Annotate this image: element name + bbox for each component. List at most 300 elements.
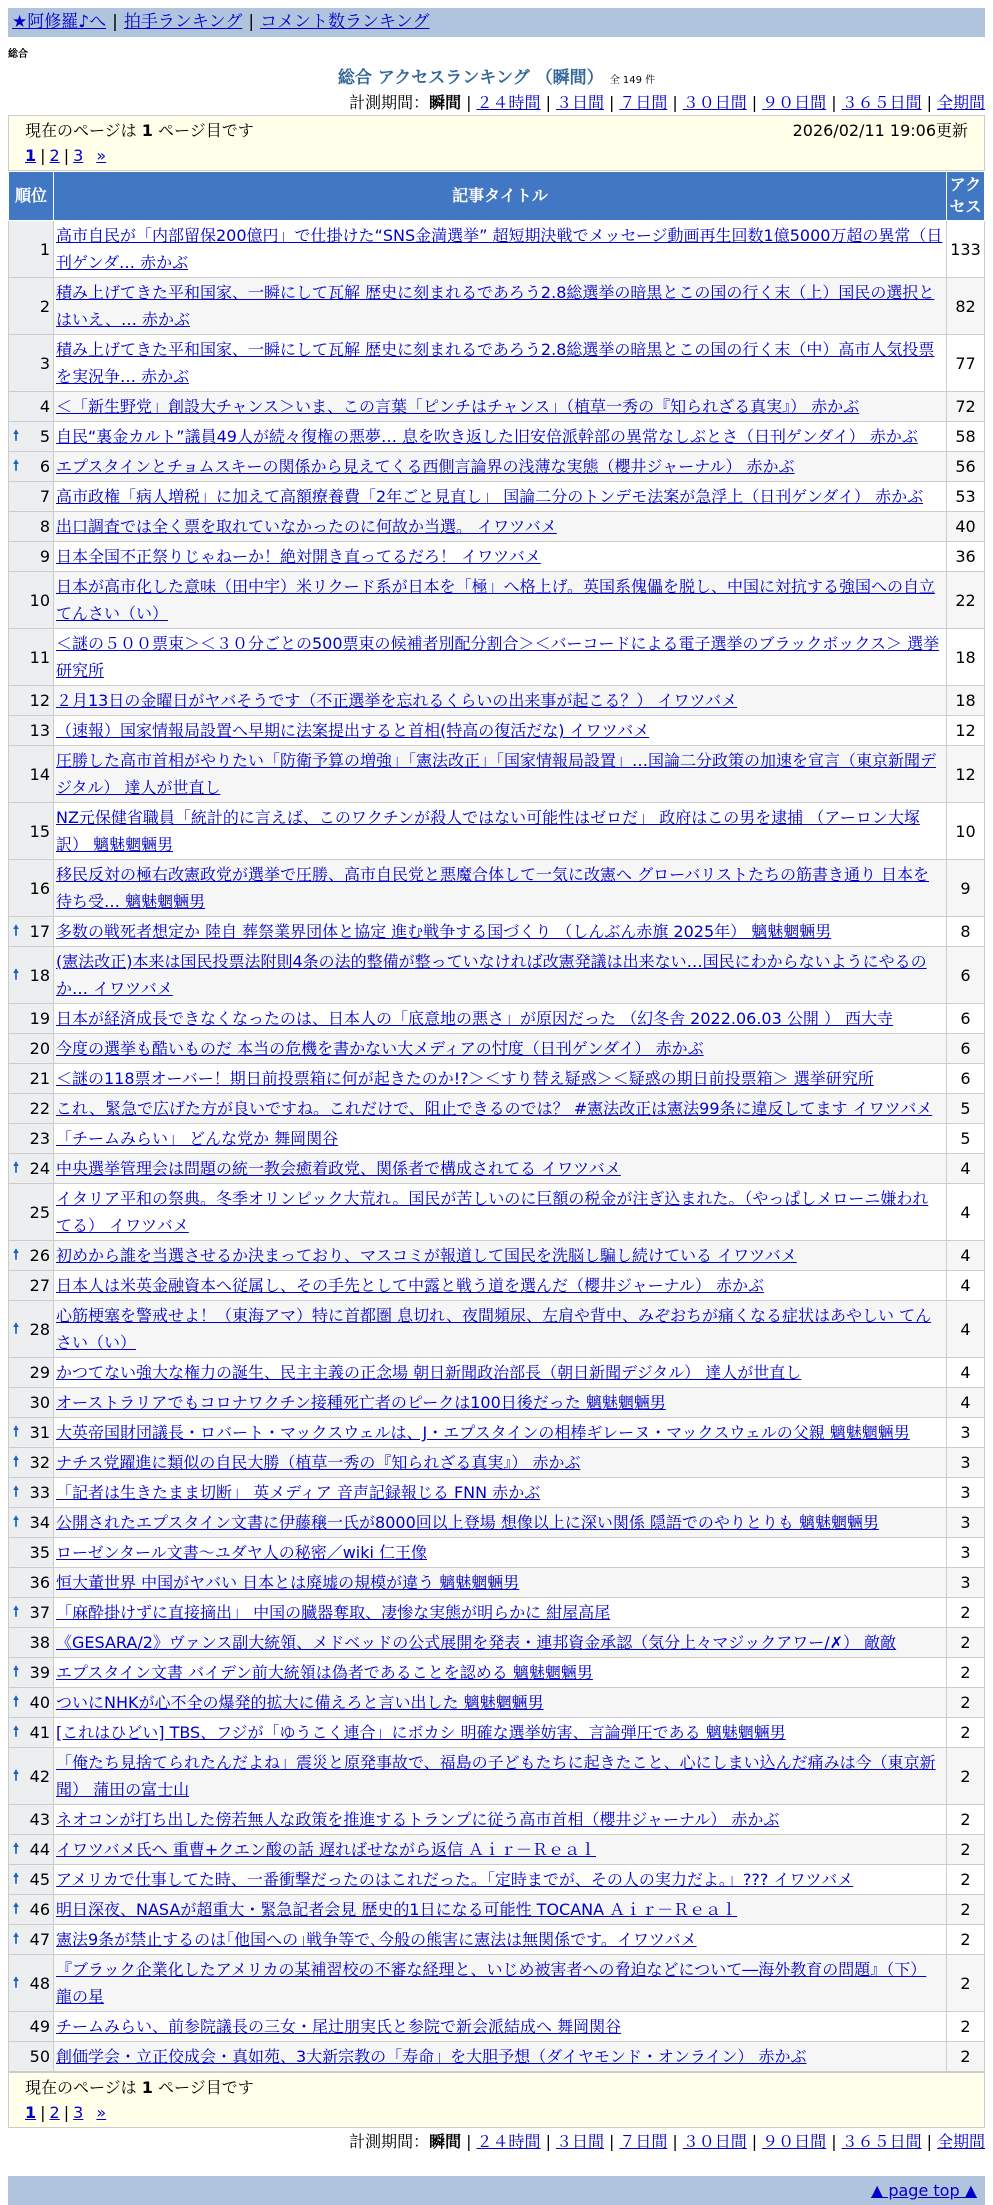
table-row bbox=[9, 335, 985, 392]
rank-number: 40 bbox=[29, 1693, 50, 1712]
title-cell bbox=[54, 917, 947, 947]
rank-number: 7 bbox=[39, 487, 50, 506]
access-count: 4 bbox=[947, 1154, 985, 1184]
article-link[interactable]: ＜「新生野党」創設大チャンス＞いま、この言葉「ピンチはチャンス」（植草一秀の『知られざる真実』） 赤かぶ bbox=[56, 397, 860, 416]
article-link[interactable]: チームみらい、前参院議長の三女・尾辻朋実氏と参院で新会派結成へ 舞岡関谷 bbox=[56, 2017, 622, 2036]
title-cell bbox=[54, 1418, 947, 1448]
rank-number: 41 bbox=[29, 1723, 50, 1742]
rank-cell bbox=[9, 2042, 54, 2072]
article-link[interactable]: 日本が高市化した意味（田中宇）米リクード系が日本を「極」へ格上げ。英国系傀儡を脱し、中国に対抗する強国への自立てんさい（い） bbox=[56, 577, 936, 623]
access-count: 2 bbox=[947, 2012, 985, 2042]
article-link[interactable]: ネオコンが打ち出した傍若無人な政策を推進するトランプに従う高市首相（櫻井ジャーナル） 赤かぶ bbox=[56, 1810, 780, 1829]
period-current: 瞬間 bbox=[429, 2132, 462, 2151]
table-row bbox=[9, 1805, 985, 1835]
rank-number: 11 bbox=[29, 647, 50, 667]
period-link[interactable]: ３６５日間 bbox=[841, 93, 922, 112]
rank-number: 38 bbox=[29, 1633, 50, 1652]
table-row bbox=[9, 686, 985, 716]
page-separator: | bbox=[63, 146, 70, 165]
rank-number: 44 bbox=[29, 1840, 50, 1859]
title-cell bbox=[54, 1538, 947, 1568]
rank-cell bbox=[9, 1124, 54, 1154]
title-cell bbox=[54, 1271, 947, 1301]
title-cell bbox=[54, 1805, 947, 1835]
article-link[interactable]: NZ元保健省職員「統計的に言えば、このワクチンが殺人ではない可能性はゼロだ」 政府はこの男を逮捕 （アーロン大塚訳） 魑魅魍魎男 bbox=[56, 808, 920, 854]
rank-number: 18 bbox=[29, 965, 50, 985]
table-row bbox=[9, 1004, 985, 1034]
article-link[interactable]: ローゼンタール文書～ユダヤ人の秘密／wiki 仁王像 bbox=[56, 1543, 428, 1562]
access-count: 3 bbox=[947, 1508, 985, 1538]
title-cell bbox=[54, 512, 947, 542]
period-link[interactable]: ２４時間 bbox=[476, 2132, 541, 2151]
page-link[interactable]: 1 bbox=[25, 146, 37, 165]
title-cell bbox=[54, 1448, 947, 1478]
table-row bbox=[9, 1388, 985, 1418]
title-cell bbox=[54, 716, 947, 746]
table-row bbox=[9, 422, 985, 452]
table-row bbox=[9, 572, 985, 629]
table-row bbox=[9, 452, 985, 482]
access-count: 58 bbox=[947, 422, 985, 452]
period-separator: | bbox=[545, 93, 551, 112]
rank-cell bbox=[9, 1688, 54, 1718]
rank-cell bbox=[9, 221, 54, 278]
period-separator: | bbox=[751, 93, 758, 112]
current-page-text: 現在のページは 1 ページ目です bbox=[25, 2078, 254, 2097]
applause-ranking-link[interactable]: 拍手ランキング bbox=[123, 12, 243, 32]
period-link[interactable]: ９０日間 bbox=[762, 2132, 827, 2151]
access-count: 2 bbox=[947, 1718, 985, 1748]
access-count: 2 bbox=[947, 1748, 985, 1805]
access-count: 3 bbox=[947, 1538, 985, 1568]
up-arrow-icon: 🠕 bbox=[13, 1484, 20, 1500]
period-link[interactable]: 全期間 bbox=[936, 2132, 985, 2151]
up-arrow-icon: 🠕 bbox=[13, 1901, 20, 1917]
period-separator: | bbox=[831, 93, 837, 112]
article-link[interactable]: 恒大董世界 中国がヤバい 日本とは廃墟の規模が違う 魑魅魍魎男 bbox=[56, 1573, 520, 1592]
rank-number: 36 bbox=[29, 1573, 50, 1592]
article-link[interactable]: 積み上げてきた平和国家、一瞬にして瓦解 歴史に刻まれるであろう2.8総選挙の暗黒とこの国の行く末（上）国民の選択とはいえ、… 赤かぶ bbox=[56, 283, 935, 329]
article-link[interactable]: (憲法改正)本来は国民投票法附則4条の法的整備が整っていなければ改憲発議は出来ない…国民にわからないようにやるのか… イワツバメ bbox=[56, 952, 927, 998]
rank-cell bbox=[9, 629, 54, 686]
article-link[interactable]: 《GESARA/2》ヴァンス副大統領、メドベッドの公式展開を発表・連邦資金承認（気分上々マジックアワー/✗） 敵敵 bbox=[56, 1633, 897, 1652]
up-arrow-icon: 🠕 bbox=[13, 1664, 20, 1680]
table-row bbox=[9, 1478, 985, 1508]
rank-cell bbox=[9, 2012, 54, 2042]
rank-number: 15 bbox=[29, 821, 50, 841]
article-link[interactable]: 大英帝国財団議長・ロバート・マックスウェルは、J・エプスタインの相棒ギレーヌ・マックスウェルの父親 魑魅魍魎男 bbox=[56, 1423, 910, 1442]
access-count: 6 bbox=[947, 947, 985, 1004]
rank-cell bbox=[9, 542, 54, 572]
period-link[interactable]: ２４時間 bbox=[476, 93, 541, 112]
rank-cell bbox=[9, 1598, 54, 1628]
updated-timestamp: 2026/02/11 19:06更新 bbox=[792, 121, 968, 140]
rank-cell bbox=[9, 1895, 54, 1925]
up-arrow-icon: 🠕 bbox=[13, 1724, 20, 1740]
table-row bbox=[9, 542, 985, 572]
table-row bbox=[9, 629, 985, 686]
period-link[interactable]: ３６５日間 bbox=[841, 2132, 922, 2151]
title-cell bbox=[54, 1478, 947, 1508]
access-count: 4 bbox=[947, 1358, 985, 1388]
article-link[interactable]: 移民反対の極右改憲政党が選挙で圧勝、高市自民党と悪魔合体して一気に改憲へ グローバリストたちの筋書き通り 日本を待ち受… 魑魅魍魎男 bbox=[56, 865, 930, 911]
article-link[interactable]: 出口調査では全く票を取れていなかったのに何故か当選。 イワツバメ bbox=[56, 517, 557, 536]
access-count: 3 bbox=[947, 1568, 985, 1598]
rank-number: 5 bbox=[39, 427, 50, 446]
rank-cell bbox=[9, 1034, 54, 1064]
article-link[interactable]: 憲法9条が禁止するのは｢他国への｣戦争等で､今般の熊害に憲法は無関係です。イワツバメ bbox=[56, 1930, 697, 1949]
period-selector bbox=[8, 2130, 985, 2154]
page-space bbox=[87, 2103, 92, 2122]
article-link[interactable]: 日本全国不正祭りじゃねーか！絶対開き直ってるだろ！ イワツバメ bbox=[56, 547, 541, 566]
table-row bbox=[9, 1628, 985, 1658]
period-current: 瞬間 bbox=[429, 93, 462, 112]
footer-bar bbox=[8, 2176, 985, 2205]
access-count: 8 bbox=[947, 917, 985, 947]
up-arrow-icon: 🠕 bbox=[13, 1454, 20, 1470]
rank-cell bbox=[9, 860, 54, 917]
rank-number: 35 bbox=[29, 1543, 50, 1562]
title-cell bbox=[54, 572, 947, 629]
table-row bbox=[9, 1124, 985, 1154]
table-row bbox=[9, 947, 985, 1004]
rank-number: 30 bbox=[29, 1393, 50, 1412]
page-link[interactable]: 1 bbox=[25, 2103, 37, 2122]
table-row bbox=[9, 1064, 985, 1094]
rank-cell bbox=[9, 512, 54, 542]
ranking-table bbox=[8, 171, 985, 2072]
period-separator: | bbox=[926, 2132, 932, 2151]
home-link[interactable]: ★阿修羅♪へ bbox=[12, 12, 107, 32]
article-link[interactable]: 初めから誰を当選させるか決まっており、マスコミが報道して国民を洗脳し騙し続けている イワツバメ bbox=[56, 1246, 797, 1265]
title-cell bbox=[54, 278, 947, 335]
rank-number: 14 bbox=[29, 764, 50, 784]
rank-cell bbox=[9, 1835, 54, 1865]
period-separator: | bbox=[466, 93, 472, 112]
article-link[interactable]: 積み上げてきた平和国家、一瞬にして瓦解 歴史に刻まれるであろう2.8総選挙の暗黒とこの国の行く末（中）高市人気投票を実況争… 赤かぶ bbox=[56, 340, 935, 386]
title-cell bbox=[54, 422, 947, 452]
page-link[interactable]: 3 bbox=[73, 146, 84, 165]
up-arrow-icon: 🠕 bbox=[13, 1931, 20, 1947]
title-cell bbox=[54, 1748, 947, 1805]
rank-number: 12 bbox=[29, 691, 50, 710]
rank-cell bbox=[9, 1094, 54, 1124]
table-row bbox=[9, 1241, 985, 1271]
title-cell bbox=[54, 2042, 947, 2072]
article-link[interactable]: 圧勝した高市首相がやりたい「防衛予算の増強」「憲法改正」「国家情報局設置」…国論二分政策の加速を宣言（東京新聞デジタル） 達人が世直し bbox=[56, 751, 937, 797]
article-link[interactable]: 高市自民が「内部留保200億円」で仕掛けた“SNS金満選挙” 超短期決戦でメッセージ動画再生回数1億5000万超の異常（日刊ゲンダ… 赤かぶ bbox=[56, 226, 943, 272]
table-row bbox=[9, 1925, 985, 1955]
rank-cell bbox=[9, 392, 54, 422]
table-row bbox=[9, 1184, 985, 1241]
table-row bbox=[9, 2012, 985, 2042]
rank-cell bbox=[9, 1301, 54, 1358]
nav-separator: | bbox=[112, 12, 118, 32]
access-count: 2 bbox=[947, 1925, 985, 1955]
access-count: 2 bbox=[947, 1955, 985, 2012]
title-cell bbox=[54, 1124, 947, 1154]
rank-cell bbox=[9, 335, 54, 392]
access-count: 77 bbox=[947, 335, 985, 392]
access-count: 36 bbox=[947, 542, 985, 572]
rank-number: 19 bbox=[29, 1009, 50, 1028]
article-link[interactable]: 「記者は生きたまま切断」 英メディア 音声記録報じる FNN 赤かぶ bbox=[56, 1483, 541, 1502]
access-count: 2 bbox=[947, 1658, 985, 1688]
page-separator: | bbox=[63, 2103, 70, 2122]
period-link[interactable]: ３０日間 bbox=[682, 2132, 747, 2151]
rank-cell bbox=[9, 482, 54, 512]
title-cell bbox=[54, 1955, 947, 2012]
page-link[interactable]: 3 bbox=[73, 2103, 84, 2122]
rank-number: 39 bbox=[29, 1663, 50, 1682]
title-header: 記事タイトル bbox=[54, 172, 947, 221]
rank-number: 2 bbox=[39, 296, 50, 316]
title-cell bbox=[54, 1688, 947, 1718]
rank-number: 6 bbox=[39, 457, 50, 476]
access-count: 5 bbox=[947, 1124, 985, 1154]
title-cell bbox=[54, 1598, 947, 1628]
article-link[interactable]: 『ブラック企業化したアメリカの某補習校の不審な経理と、いじめ被害者への脅迫などについて―海外教育の問題』（下） 龍の星 bbox=[56, 1960, 927, 2006]
access-count: 2 bbox=[947, 1628, 985, 1658]
rank-cell bbox=[9, 917, 54, 947]
access-count: 18 bbox=[947, 686, 985, 716]
period-separator: | bbox=[545, 2132, 551, 2151]
rank-cell bbox=[9, 1925, 54, 1955]
page-links bbox=[25, 2100, 968, 2126]
table-row bbox=[9, 1094, 985, 1124]
article-link[interactable]: ２月13日の金曜日がヤバそうです（不正選挙を忘れるくらいの出来事が起こる？） イワツバメ bbox=[56, 691, 738, 710]
article-link[interactable]: オーストラリアでもコロナワクチン接種死亡者のピークは100日後だった 魑魅魍魎男 bbox=[56, 1393, 666, 1412]
rank-number: 34 bbox=[29, 1513, 50, 1532]
title-cell bbox=[54, 482, 947, 512]
rank-number: 42 bbox=[29, 1766, 50, 1786]
title-cell bbox=[54, 542, 947, 572]
period-link[interactable]: ３日間 bbox=[555, 2132, 604, 2151]
access-count: 6 bbox=[947, 1034, 985, 1064]
article-link[interactable]: 中央選挙管理会は問題の統一教会癒着政党、関係者で構成されてる イワツバメ bbox=[56, 1159, 621, 1178]
access-count: 3 bbox=[947, 1418, 985, 1448]
access-count: 6 bbox=[947, 1004, 985, 1034]
article-link[interactable]: エプスタインとチョムスキーの関係から見えてくる西側言論界の浅薄な実態（櫻井ジャーナル） 赤かぶ bbox=[56, 457, 795, 476]
rank-cell bbox=[9, 1271, 54, 1301]
table-row bbox=[9, 1748, 985, 1805]
site-label: 総合 bbox=[8, 49, 28, 60]
table-row bbox=[9, 1835, 985, 1865]
period-link[interactable]: ９０日間 bbox=[762, 93, 827, 112]
article-link[interactable]: 心筋梗塞を警戒せよ！（東海アマ）特に首都圏 息切れ、夜間頻尿、左肩や背中、みぞおちが痛くなる症状はあやしい てんさい（い） bbox=[56, 1306, 932, 1352]
table-row bbox=[9, 1418, 985, 1448]
rank-cell bbox=[9, 716, 54, 746]
access-count: 22 bbox=[947, 572, 985, 629]
period-separator: | bbox=[926, 93, 932, 112]
article-link[interactable]: 自民“裏金カルト”議員49人が続々復権の悪夢… 息を吹き返した旧安倍派幹部の異常なしぶとさ（日刊ゲンダイ） 赤かぶ bbox=[56, 427, 918, 446]
access-count: 53 bbox=[947, 482, 985, 512]
up-arrow-icon: 🠕 bbox=[13, 966, 20, 983]
title-cell bbox=[54, 1835, 947, 1865]
article-link[interactable]: [これはひどい] TBS、フジが「ゆうこく連合」にボカシ 明確な選挙妨害、言論弾圧である 魑魅魍魎男 bbox=[56, 1723, 786, 1742]
article-link[interactable]: イワツバメ氏へ 重曹+クエン酸の話 遅ればせながら返信 Ａｉｒ－Ｒｅａｌ bbox=[56, 1840, 597, 1859]
article-link[interactable]: 日本が経済成長できなくなったのは、日本人の「底意地の悪さ」が原因だった （幻冬舎 2022.06.03 公開 ） 西大寺 bbox=[56, 1009, 894, 1028]
period-separator: | bbox=[672, 2132, 678, 2151]
rank-number: 32 bbox=[29, 1453, 50, 1472]
nav-separator: | bbox=[248, 12, 255, 32]
article-link[interactable]: これ、緊急で広げた方が良いですね。これだけで、阻止できるのでは？ #憲法改正は憲法99条に違反してます イワツバメ bbox=[56, 1099, 933, 1118]
table-row bbox=[9, 746, 985, 803]
page-top-link[interactable]: ▲ page top ▲ bbox=[870, 2181, 977, 2200]
rank-number: 16 bbox=[29, 878, 50, 898]
rank-cell bbox=[9, 947, 54, 1004]
access-count: 2 bbox=[947, 1865, 985, 1895]
article-link[interactable]: かつてない強大な権力の誕生、民主主義の正念場 朝日新聞政治部長（朝日新聞デジタル） 達人が世直し bbox=[56, 1363, 802, 1382]
rank-number: 21 bbox=[29, 1069, 50, 1088]
table-row bbox=[9, 1301, 985, 1358]
table-row bbox=[9, 1154, 985, 1184]
rank-cell bbox=[9, 1508, 54, 1538]
up-arrow-icon: 🠕 bbox=[13, 1974, 20, 1991]
title-cell bbox=[54, 1301, 947, 1358]
table-row bbox=[9, 1568, 985, 1598]
table-row bbox=[9, 1448, 985, 1478]
period-selector bbox=[8, 91, 985, 115]
rank-cell bbox=[9, 1658, 54, 1688]
rank-cell bbox=[9, 746, 54, 803]
up-arrow-icon: 🠕 bbox=[13, 428, 20, 444]
next-page-link[interactable]: » bbox=[96, 146, 107, 165]
article-link[interactable]: 公開されたエプスタイン文書に伊藤穣一氏が8000回以上登場 想像以上に深い関係 隠語でのやりとりも 魑魅魍魎男 bbox=[56, 1513, 880, 1532]
article-link[interactable]: 「麻酔掛けずに直接摘出」 中国の臓器奪取、凄惨な実態が明らかに 紺屋高尾 bbox=[56, 1603, 611, 1622]
article-link[interactable]: アメリカで仕事してた時、一番衝撃だったのはこれだった。「定時までが、その人の実力だよ。」??? イワツバメ bbox=[56, 1870, 854, 1889]
table-row bbox=[9, 1358, 985, 1388]
access-count: 12 bbox=[947, 716, 985, 746]
rank-cell bbox=[9, 803, 54, 860]
article-link[interactable]: ナチス党躍進に類似の自民大勝（植草一秀の『知られざる真実』） 赤かぶ bbox=[56, 1453, 581, 1472]
total-count: 全 149 件 bbox=[609, 75, 656, 86]
up-arrow-icon: 🠕 bbox=[13, 1871, 20, 1887]
rank-cell bbox=[9, 1358, 54, 1388]
rank-number: 23 bbox=[29, 1129, 50, 1148]
title-cell bbox=[54, 1184, 947, 1241]
article-link[interactable]: ＜謎の５００票束＞＜３０分ごとの500票束の候補者別配分割合＞＜バーコードによる電子選挙のブラックボックス＞ 選挙研究所 bbox=[56, 634, 940, 680]
access-count: 4 bbox=[947, 1184, 985, 1241]
table-row bbox=[9, 392, 985, 422]
period-link[interactable]: ３日間 bbox=[555, 93, 604, 112]
page-links bbox=[25, 143, 968, 169]
rank-number: 28 bbox=[29, 1319, 50, 1339]
pager-bottom bbox=[8, 2072, 985, 2128]
period-separator: | bbox=[672, 93, 678, 112]
rank-cell bbox=[9, 1718, 54, 1748]
article-link[interactable]: 高市政権「病人増税」に加えて高額療養費「2年ごと見直し」 国論二分のトンデモ法案が急浮上（日刊ゲンダイ） 赤かぶ bbox=[56, 487, 924, 506]
table-row bbox=[9, 1598, 985, 1628]
table-row bbox=[9, 716, 985, 746]
article-link[interactable]: 「チームみらい」 どんな党か 舞岡関谷 bbox=[56, 1129, 339, 1148]
article-link[interactable]: （速報）国家情報局設置へ早期に法案提出すると首相(特高の復活だな) イワツバメ bbox=[56, 721, 650, 740]
up-arrow-icon: 🠕 bbox=[13, 1160, 20, 1176]
title-cell bbox=[54, 803, 947, 860]
article-link[interactable]: エプスタイン文書 バイデン前大統領は偽者であることを認める 魑魅魍魎男 bbox=[56, 1663, 593, 1682]
rank-number: 46 bbox=[29, 1900, 50, 1919]
article-link[interactable]: 明日深夜、NASAが超重大・緊急記者会見 歴史的1日になる可能性 TOCANA Ａｉｒ－Ｒｅａｌ bbox=[56, 1900, 738, 1919]
comment-ranking-link[interactable]: コメント数ランキング bbox=[260, 12, 430, 32]
table-row bbox=[9, 1688, 985, 1718]
rank-cell bbox=[9, 1388, 54, 1418]
rank-cell bbox=[9, 1154, 54, 1184]
rank-number: 8 bbox=[39, 517, 50, 536]
access-count: 2 bbox=[947, 1598, 985, 1628]
article-link[interactable]: 創価学会・立正佼成会・真如苑、3大新宗教の「寿命」を大胆予想（ダイヤモンド・オンライン） 赤かぶ bbox=[56, 2047, 807, 2066]
access-count: 56 bbox=[947, 452, 985, 482]
title-cell bbox=[54, 221, 947, 278]
article-link[interactable]: ついにNHKが心不全の爆発的拡大に備えろと言い出した 魑魅魍魎男 bbox=[56, 1693, 544, 1712]
title-cell bbox=[54, 2012, 947, 2042]
title-cell bbox=[54, 392, 947, 422]
page-link[interactable]: 2 bbox=[49, 2103, 60, 2122]
rank-number: 45 bbox=[29, 1870, 50, 1889]
up-arrow-icon: 🠕 bbox=[13, 923, 20, 939]
period-link[interactable]: ７日間 bbox=[619, 93, 668, 112]
page-space bbox=[87, 146, 92, 165]
access-count: 9 bbox=[947, 860, 985, 917]
period-separator: | bbox=[831, 2132, 837, 2151]
table-row bbox=[9, 1895, 985, 1925]
article-link[interactable]: ＜謎の118票オーバー！期日前投票箱に何が起きたのか!?＞＜すり替え疑惑＞＜疑惑の期日前投票箱＞ 選挙研究所 bbox=[56, 1069, 874, 1088]
period-label: 計測期間： bbox=[349, 93, 430, 112]
access-count: 2 bbox=[947, 1805, 985, 1835]
access-count: 4 bbox=[947, 1271, 985, 1301]
title-cell bbox=[54, 1064, 947, 1094]
rank-number: 33 bbox=[29, 1483, 50, 1502]
article-link[interactable]: 今度の選挙も酷いものだ 本当の危機を書かない大メディアの忖度（日刊ゲンダイ） 赤かぶ bbox=[56, 1039, 704, 1058]
title-cell bbox=[54, 1004, 947, 1034]
period-separator: | bbox=[751, 2132, 758, 2151]
period-separator: | bbox=[466, 2132, 472, 2151]
rank-cell bbox=[9, 278, 54, 335]
period-link[interactable]: ３０日間 bbox=[682, 93, 747, 112]
access-count: 3 bbox=[947, 1448, 985, 1478]
period-label: 計測期間： bbox=[349, 2132, 430, 2151]
rank-number: 20 bbox=[29, 1039, 50, 1058]
access-count: 40 bbox=[947, 512, 985, 542]
rank-number: 48 bbox=[29, 1973, 50, 1993]
title-cell bbox=[54, 1865, 947, 1895]
rank-number: 50 bbox=[29, 2047, 50, 2066]
table-row bbox=[9, 1508, 985, 1538]
rank-number: 1 bbox=[39, 239, 50, 259]
count-header: アクセス bbox=[947, 172, 985, 221]
up-arrow-icon: 🠕 bbox=[13, 1424, 20, 1440]
rank-cell bbox=[9, 452, 54, 482]
rank-cell bbox=[9, 1004, 54, 1034]
rank-cell bbox=[9, 1805, 54, 1835]
next-page-link[interactable]: » bbox=[96, 2103, 107, 2122]
period-link[interactable]: 全期間 bbox=[936, 93, 985, 112]
article-link[interactable]: 多数の戦死者想定か 陸自 葬祭業界団体と協定 進む戦争する国づくり （しんぶん赤旗 2025年） 魑魅魍魎男 bbox=[56, 922, 832, 941]
access-count: 12 bbox=[947, 746, 985, 803]
title-cell bbox=[54, 1658, 947, 1688]
access-count: 3 bbox=[947, 1478, 985, 1508]
article-link[interactable]: 日本人は米英金融資本へ従属し、その手先として中露と戦う道を選んだ（櫻井ジャーナル） 赤かぶ bbox=[56, 1276, 764, 1295]
title-cell bbox=[54, 1508, 947, 1538]
article-link[interactable]: イタリア平和の祭典。冬季オリンピック大荒れ。国民が苦しいのに巨額の税金が注ぎ込まれた。（やっぱしメローニ嫌われてる） イワツバメ bbox=[56, 1189, 929, 1235]
access-count: 4 bbox=[947, 1301, 985, 1358]
article-link[interactable]: 「俺たち見捨てられたんだよね」震災と原発事故で、福島の子どもたちに起きたこと、心にしまい込んだ痛みは今（東京新聞） 蒲田の富士山 bbox=[56, 1753, 936, 1799]
page-link[interactable]: 2 bbox=[49, 146, 60, 165]
rank-number: 17 bbox=[29, 922, 50, 941]
period-link[interactable]: ７日間 bbox=[619, 2132, 668, 2151]
table-row bbox=[9, 1034, 985, 1064]
rank-cell bbox=[9, 1418, 54, 1448]
title-cell bbox=[54, 1568, 947, 1598]
